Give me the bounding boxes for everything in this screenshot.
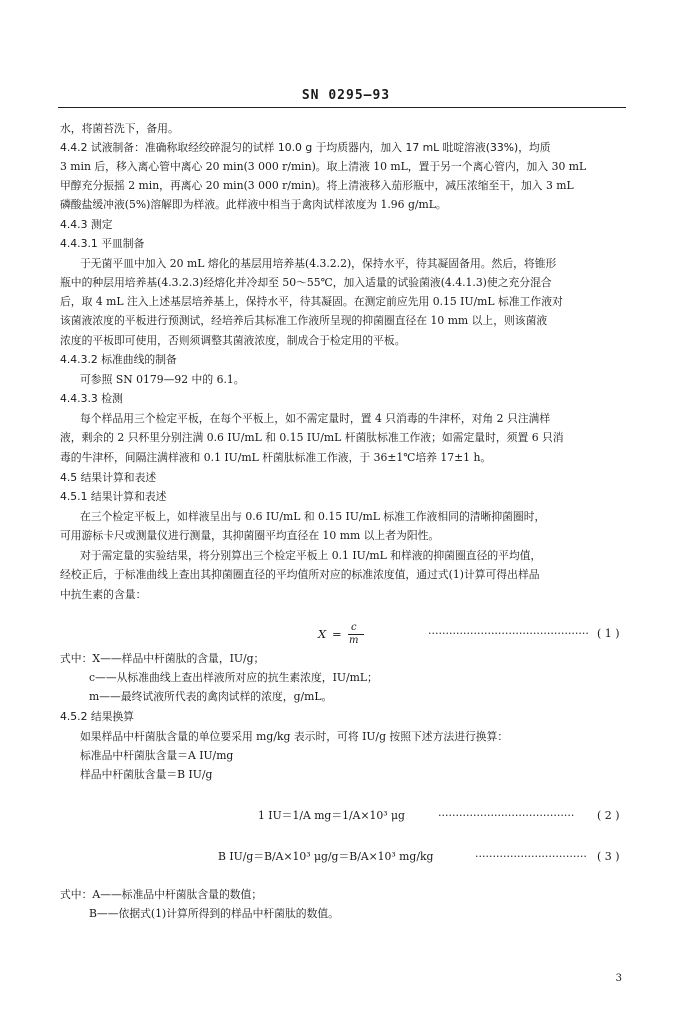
- formula-3: B IU/g＝B/A×10³ μg/g＝B/A×10³ mg/kg: [218, 850, 434, 863]
- where-line: m——最终试液所代表的禽肉试样的浓度，g/mL。: [89, 690, 333, 703]
- text-line: 每个样品用三个检定平板，在每个平板上，如不需定量时，置 4 只消毒的牛津杯，对角 2 只注满样: [80, 412, 551, 425]
- text-line: 经校正后，于标准曲线上查出其抑菌圈直径的平均值所对应的标准浓度值，通过式(1)计算可得出样品: [60, 568, 540, 581]
- formula-2-dots: ·······································: [438, 809, 575, 822]
- formula-1-dots: ··············································: [428, 627, 589, 640]
- text-line: 如果样品中杆菌肽含量的单位要采用 mg/kg 表示时，可将 IU/g 按照下述方法进行换算：: [80, 730, 509, 743]
- formula-1-numerator: c: [351, 622, 357, 633]
- text-line: 4.4.2 试液制备：准确称取经绞碎混匀的试样 10.0 g 于均质器内，加入 17 mL 吡啶溶液(33%)，均质: [60, 141, 551, 154]
- formula-2-number: ( 2 ): [597, 809, 620, 822]
- header-rule: [58, 107, 626, 108]
- text-line: 中抗生素的含量：: [60, 588, 147, 601]
- formula-1-lhs: X: [318, 627, 327, 641]
- formula-2: 1 IU＝1/A mg＝1/A×10³ μg: [258, 809, 405, 822]
- text-line: 标准品中杆菌肽含量＝A IU/mg: [80, 749, 234, 762]
- text-line: 在三个检定平板上，如样液呈出与 0.6 IU/mL 和 0.15 IU/mL 标准工作液相同的清晰抑菌圈时，: [80, 510, 546, 523]
- text-line: 后，取 4 mL 注入上述基层培养基上，保持水平，待其凝固。在测定前应先用 0.15 IU/mL 标准工作液对: [60, 295, 563, 308]
- formula-1-equals: =: [332, 627, 342, 641]
- formula-1: [318, 622, 378, 646]
- section-heading: 4.5 结果计算和表述: [60, 471, 157, 484]
- formula-3-number: ( 3 ): [597, 850, 620, 863]
- where-line: 式中：A——标准品中杆菌肽含量的数值；: [60, 888, 263, 901]
- text-line: 水，将菌苔洗下，备用。: [60, 122, 179, 135]
- where-line: B——依据式(1)计算所得到的样品中杆菌肽的数值。: [89, 907, 339, 920]
- formula-3-dots: ································: [475, 850, 587, 863]
- text-line: 毒的牛津杯，间隔注满样液和 0.1 IU/mL 杆菌肽标准工作液，于 36±1℃培养 17±1 h。: [60, 451, 492, 464]
- text-line: 液，剩余的 2 只杯里分别注满 0.6 IU/mL 和 0.15 IU/mL 杆菌肽标准工作液；如需定量时，须置 6 只消: [60, 431, 564, 444]
- section-heading: 4.5.2 结果换算: [60, 710, 135, 723]
- text-line: 瓶中的种层用培养基(4.3.2.3)经熔化并冷却至 50～55℃，加入适量的试验菌液(4.4.1.3)使之充分混合: [60, 276, 552, 289]
- section-heading: 4.5.1 结果计算和表述: [60, 490, 167, 503]
- section-heading: 4.4.3.3 检测: [60, 392, 123, 405]
- text-line: 对于需定量的实验结果，将分别算出三个检定平板上 0.1 IU/mL 和样液的抑菌圈直径的平均值，: [80, 549, 542, 562]
- text-line: 于无菌平皿中加入 20 mL 熔化的基层用培养基(4.3.2.2)，保持水平，待其凝固备用。然后，将锥形: [80, 257, 557, 270]
- text-line: 样品中杆菌肽含量＝B IU/g: [80, 768, 213, 781]
- formula-1-denominator: m: [349, 635, 359, 646]
- text-line: 可用游标卡尺或测量仪进行测量，其抑菌圈平均直径在 10 mm 以上者为阳性。: [60, 529, 440, 542]
- text-line: 3 min 后，移入离心管中离心 20 min(3 000 r/min)。取上清液 10 mL，置于另一个离心管内，加入 30 mL: [60, 160, 587, 173]
- where-line: 式中：X——样品中杆菌肽的含量，IU/g；: [60, 652, 265, 665]
- section-heading: 4.4.3 测定: [60, 218, 113, 231]
- text-line: 磷酸盐缓冲液(5%)溶解即为样液。此样液中相当于禽肉试样浓度为 1.96 g/mL。: [60, 198, 447, 211]
- text-line: 该菌液浓度的平板进行预测试，经培养后其标准工作液所呈现的抑菌圈直径在 10 mm 以上，则该菌液: [60, 314, 548, 327]
- text-line: 可参照 SN 0179—92 中的 6.1。: [80, 373, 245, 386]
- standard-number-header: SN 0295—93: [301, 88, 391, 103]
- text-line: 浓度的平板即可使用，否则须调整其菌液浓度，制成合于检定用的平板。: [60, 334, 406, 347]
- formula-1-number: ( 1 ): [597, 627, 620, 640]
- where-line: c——从标准曲线上查出样液所对应的抗生素浓度，IU/mL；: [89, 671, 378, 684]
- text-line: 甲醇充分振摇 2 min，再离心 20 min(3 000 r/min)。将上清液移入茄形瓶中，减压浓缩至干，加入 3 mL: [60, 179, 574, 192]
- section-heading: 4.4.3.1 平皿制备: [60, 237, 145, 250]
- section-heading: 4.4.3.2 标准曲线的制备: [60, 353, 177, 366]
- page-number: 3: [615, 973, 622, 984]
